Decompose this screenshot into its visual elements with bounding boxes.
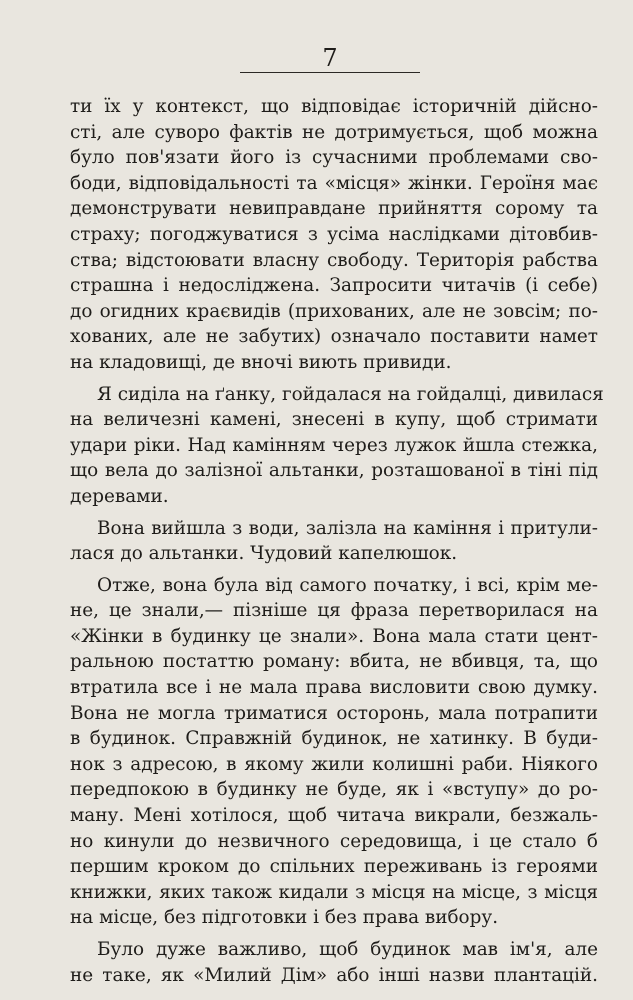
text-line: Отже, вона була від самого початку, і всі, крім ме- [97,574,598,596]
text-line: на кладовищі, де вночі виють привиди. [70,351,452,373]
text-line: лася до альтанки. Чудовий капелюшок. [70,543,458,565]
text-line: в будинок. Справжній будинок, не хатинку. В буди- [70,728,598,750]
text-line: до огидних краєвидів (прихованих, але не зовсім; по- [70,300,598,322]
text-line: не таке, як «Милий Дім» або інші назви плантацій. [70,964,598,986]
text-line: страху; погоджуватися з усіма наслідками дітовбив- [70,223,598,245]
text-line: передпокою в будинку не буде, як і «вступу» до ро- [70,779,598,801]
text-line: боди, відповідальності та «місця» жінки. Героїня має [70,172,598,194]
text-line: демонструвати невиправдане прийняття сорому та [70,198,598,220]
text-line: на величезні камені, знесені в купу, щоб стримати [70,409,598,431]
text-line: що вела до залізної альтанки, розташованої в тіні під [70,460,598,482]
text-line: страшна і недосліджена. Запросити читачів (і себе) [70,275,598,297]
paragraph [70,937,598,988]
header-rule [240,72,420,73]
text-line: на місце, без підготовки і без права вибору. [70,907,499,929]
text-line: Вона не могла триматися осторонь, мала потрапити [70,702,598,724]
text-line: сті, але суворо фактів не дотримується, щоб можна [70,121,598,143]
text-line: Було дуже важливо, щоб будинок мав ім'я, але [97,939,598,960]
paragraph [70,516,598,567]
text-line: ральною постаттю роману: вбита, не вбивця, та, що [70,651,598,673]
text-line: деревами. [70,485,169,507]
paragraph [70,573,598,931]
text-line: першим кроком до спільних переживань із героями [70,856,598,878]
paragraph [70,94,598,376]
text-line: Вона вийшла з води, залізла на каміння і притули- [97,517,598,539]
page-number: 7 [322,44,338,72]
text-line: ману. Мені хотілося, щоб читача викрали, безжаль- [70,805,598,827]
text-line: Я сиділа на ґанку, гойдалася на гойдалці, дивилася [97,383,604,405]
body-text [70,94,604,988]
text-line: не, це знали,— пізніше ця фраза перетворилася на [70,600,598,622]
text-line: книжки, яких також кидали з місця на місце, з місця [70,881,598,903]
paragraph [70,382,604,510]
text-line: хованих, але не забутих) означало поставити намет [70,326,598,348]
text-line: нок з адресою, в якому жили колишні раби. Ніякого [70,753,598,775]
text-line: но кинули до незвичного середовища, і це стало б [70,830,598,852]
text-line: «Жінки в будинку це знали». Вона мала стати цент- [70,625,598,647]
text-line: втратила все і не мала права висловити свою думку. [70,677,598,699]
text-line: ства; відстоювати власну свободу. Територія рабства [70,249,598,271]
text-line: було пов'язати його із сучасними проблемами сво- [70,147,598,169]
text-line: ти їх у контекст, що відповідає історичній дійсно- [70,96,598,117]
text-line: удари ріки. Над камінням через лужок йшла стежка, [70,434,598,456]
